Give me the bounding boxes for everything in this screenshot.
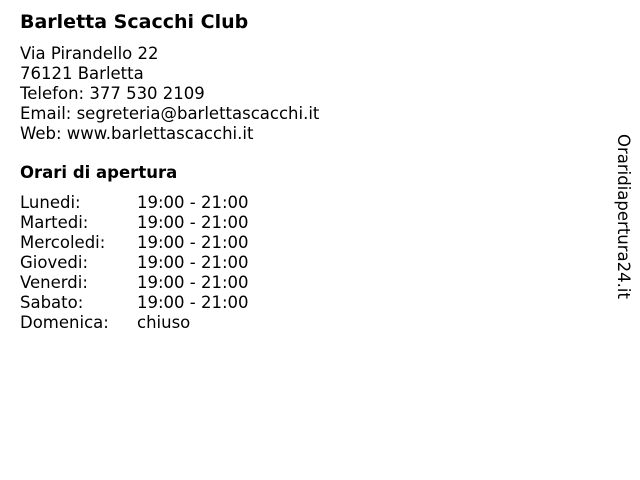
hours-time: 19:00 - 21:00 — [137, 193, 249, 212]
site-watermark — [608, 134, 638, 309]
opening-hours-table — [20, 193, 580, 333]
web-line: Web: www.barlettascacchi.it — [20, 124, 254, 143]
hours-time: 19:00 - 21:00 — [137, 253, 249, 272]
address-street: Via Pirandello 22 — [20, 44, 159, 63]
hours-time: 19:00 - 21:00 — [137, 293, 249, 312]
hours-row-sunday — [20, 313, 580, 333]
email-line: Email: segreteria@barlettascacchi.it — [20, 104, 320, 123]
hours-time: 19:00 - 21:00 — [137, 213, 249, 232]
address-block — [20, 44, 580, 144]
hours-row-monday — [20, 193, 580, 213]
hours-row-thursday — [20, 253, 580, 273]
address-city: 76121 Barletta — [20, 64, 144, 83]
hours-day: Domenica: — [20, 313, 109, 332]
hours-day: Mercoledi: — [20, 233, 106, 252]
hours-time: 19:00 - 21:00 — [137, 233, 249, 252]
business-card — [20, 10, 580, 333]
business-name: Barletta Scacchi Club — [20, 11, 249, 33]
site-watermark-text: Oraridiapertura24.it — [614, 134, 633, 299]
hours-row-tuesday — [20, 213, 580, 233]
hours-day: Lunedi: — [20, 193, 81, 212]
phone-line: Telefon: 377 530 2109 — [20, 84, 205, 103]
hours-day: Sabato: — [20, 293, 84, 312]
hours-row-wednesday — [20, 233, 580, 253]
hours-day: Martedi: — [20, 213, 89, 232]
hours-time: 19:00 - 21:00 — [137, 273, 249, 292]
hours-day: Giovedi: — [20, 253, 88, 272]
hours-row-saturday — [20, 293, 580, 313]
hours-time: chiuso — [137, 313, 191, 332]
hours-row-friday — [20, 273, 580, 293]
hours-day: Venerdi: — [20, 273, 88, 292]
opening-hours-title: Orari di apertura — [20, 163, 178, 182]
